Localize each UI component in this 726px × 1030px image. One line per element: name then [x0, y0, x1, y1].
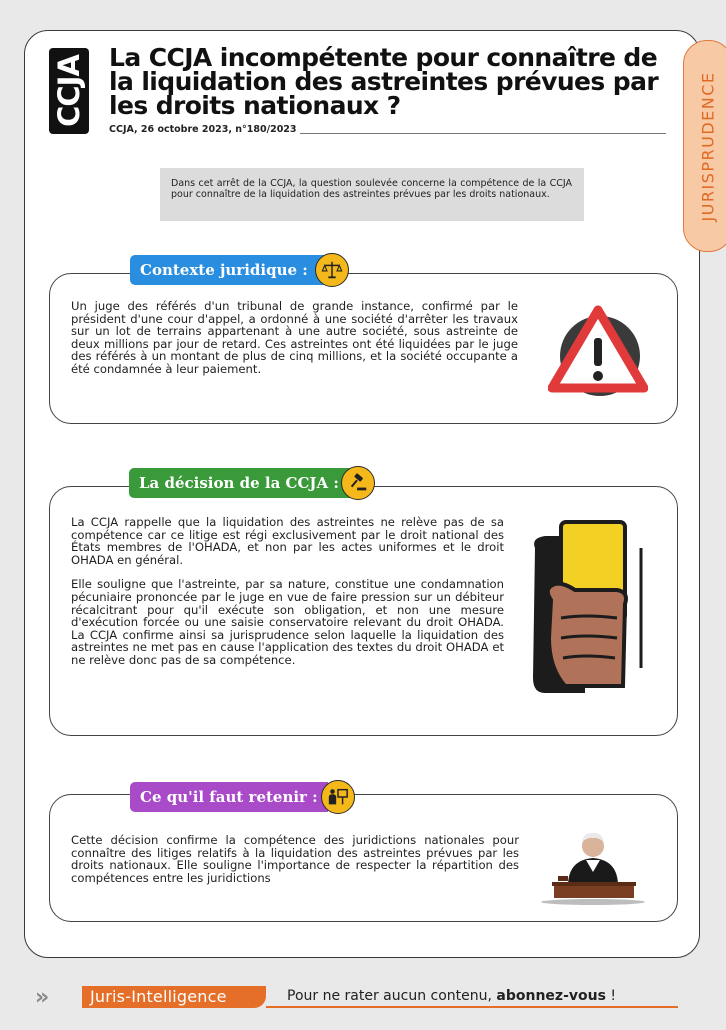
- takeaway-heading: Ce qu'il faut retenir :: [130, 782, 328, 812]
- reference-divider: [300, 133, 666, 134]
- case-reference: CCJA, 26 octobre 2023, n°180/2023: [109, 124, 297, 135]
- judge-icon: [538, 826, 648, 906]
- ccja-logo: CCJA: [49, 48, 89, 134]
- scales-icon: [315, 253, 349, 287]
- page-title: La CCJA incompétente pour connaître de la liquidation des astreintes prévues par les droits nationaux ?: [109, 43, 659, 120]
- jurisprudence-tab[interactable]: JURISPRUDENCE: [683, 40, 726, 252]
- context-heading: Contexte juridique :: [130, 255, 330, 285]
- footer-divider: [266, 1006, 678, 1008]
- decision-heading: La décision de la CCJA :: [129, 468, 354, 498]
- chevron-double-icon: »: [35, 985, 44, 1010]
- takeaway-text: Cette décision confirme la compétence des juridictions nationales pour connaître des litiges relatifs à la liquidation des astreintes prévues par les droits nationaux. Elle souligne l'importance de respecter la répartition des compétences entre les juridictions: [71, 833, 519, 885]
- gavel-icon: [341, 466, 375, 500]
- yellow-card-hand-icon: [525, 518, 655, 698]
- subscribe-link[interactable]: Pour ne rater aucun contenu, abonnez-vous !: [287, 988, 617, 1004]
- brand-label[interactable]: Juris-Intelligence: [82, 986, 266, 1008]
- presentation-icon: [321, 780, 355, 814]
- context-text: Un juge des référés d'un tribunal de grande instance, confirmé par le président d'une cour d'appel, a ordonné à une société d'arrêter les travaux sur un lot de terrains appartenant à une autre société, sous astreinte de deux millions par jour de retard. Ces astreintes ont été liquidées par le juge des référés à un montant de plus de cinq millions, et la société occupante a été condamnée à leur paiement.: [71, 299, 518, 376]
- warning-triangle-icon: [548, 304, 648, 396]
- intro-summary: Dans cet arrêt de la CCJA, la question soulevée concerne la compétence de la CCJA pour connaître de la liquidation des astreintes prévues par les droits nationaux.: [160, 168, 584, 221]
- decision-text: La CCJA rappelle que la liquidation des astreintes ne relève pas de sa compétence car ce litige est régi exclusivement par le droit national des États membres de l'OHADA, et non par les actes uniformes et le droit OHADA en général. Elle souligne que l'astreinte, par sa nature, constitue une condamnation pécuniaire prononcée par le juge en vue de faire pression sur un débiteur récalcitrant pour qu'il exécute son obligation, et non une mesure d'exécution forcée ou une saisie conservatoire relevant du droit OHADA. La CCJA confirme ainsi sa jurisprudence selon laquelle la liquidation des astreintes ne met pas en cause l'application des textes du droit OHADA et ne relève donc pas de sa compétence.: [71, 515, 504, 667]
